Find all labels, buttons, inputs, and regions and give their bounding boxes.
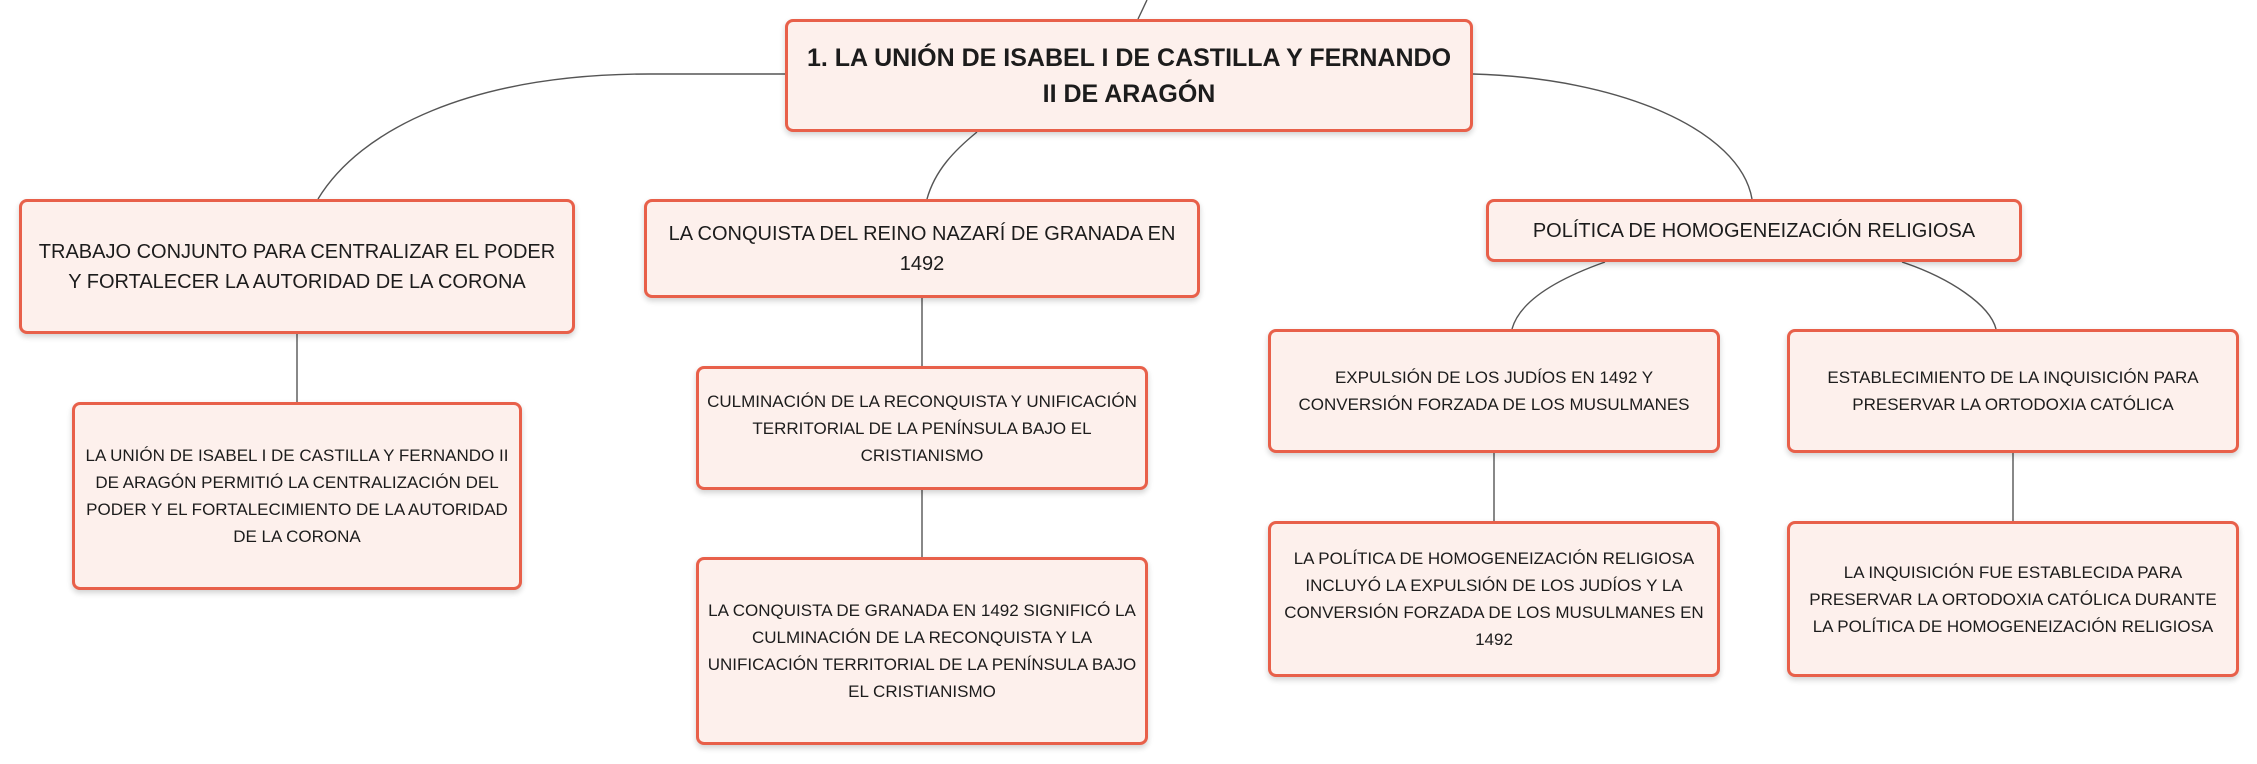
subnode-label: CULMINACIÓN DE LA RECONQUISTA Y UNIFICACIÓN TERRITORIAL DE LA PENÍNSULA BAJO EL CRISTIANISMO: [707, 391, 1137, 465]
subnode-inquisicion[interactable]: [1787, 329, 2239, 453]
leaf-node-label: LA UNIÓN DE ISABEL I DE CASTILLA Y FERNANDO II DE ARAGÓN PERMITIÓ LA CENTRALIZACIÓN DEL PODER Y EL FORTALECIMIENTO DE LA AUTORIDAD DE LA CORONA: [85, 446, 509, 546]
connector-root-to-branch-b: [927, 132, 977, 199]
connector-branch-c-to-c2: [1902, 262, 1996, 329]
leaf-node-conquista-granada[interactable]: [696, 557, 1148, 745]
root-node-label: 1. LA UNIÓN DE ISABEL I DE CASTILLA Y FERNANDO II DE ARAGÓN: [806, 43, 1452, 108]
subnode-label: ESTABLECIMIENTO DE LA INQUISICIÓN PARA PRESERVAR LA ORTODOXIA CATÓLICA: [1827, 368, 2199, 414]
branch-node-label: LA CONQUISTA DEL REINO NAZARÍ DE GRANADA EN 1492: [668, 222, 1176, 275]
connector-parent-to-root: [1138, 0, 1147, 19]
leaf-node-inquisicion-establecida[interactable]: [1787, 521, 2239, 677]
connector-root-to-branch-c: [1473, 74, 1752, 199]
subnode-culminacion-reconquista[interactable]: [696, 366, 1148, 490]
leaf-node-label: LA CONQUISTA DE GRANADA EN 1492 SIGNIFICÓ LA CULMINACIÓN DE LA RECONQUISTA Y LA UNIFICACIÓN TERRITORIAL DE LA PENÍNSULA BAJO EL CRISTIANISMO: [707, 601, 1137, 701]
branch-node-label: TRABAJO CONJUNTO PARA CENTRALIZAR EL PODER Y FORTALECER LA AUTORIDAD DE LA CORONA: [38, 240, 556, 293]
branch-node-homogeneizacion-religiosa[interactable]: [1486, 199, 2022, 262]
branch-node-conquista-granada[interactable]: [644, 199, 1200, 298]
branch-node-centralizar-poder[interactable]: [19, 199, 575, 334]
connector-branch-c-to-c1: [1512, 262, 1605, 329]
leaf-node-label: LA POLÍTICA DE HOMOGENEIZACIÓN RELIGIOSA INCLUYÓ LA EXPULSIÓN DE LOS JUDÍOS Y LA CONVERSIÓN FORZADA DE LOS MUSULMANES EN 1492: [1284, 549, 1704, 649]
subnode-expulsion-judios[interactable]: [1268, 329, 1720, 453]
root-node[interactable]: [785, 19, 1473, 132]
branch-node-label: POLÍTICA DE HOMOGENEIZACIÓN RELIGIOSA: [1532, 219, 1976, 242]
connector-root-to-branch-a: [318, 74, 785, 199]
subnode-label: EXPULSIÓN DE LOS JUDÍOS EN 1492 Y CONVERSIÓN FORZADA DE LOS MUSULMANES: [1298, 368, 1690, 414]
leaf-node-centralizacion[interactable]: [72, 402, 522, 590]
leaf-node-label: LA INQUISICIÓN FUE ESTABLECIDA PARA PRESERVAR LA ORTODOXIA CATÓLICA DURANTE LA POLÍTICA DE HOMOGENEIZACIÓN RELIGIOSA: [1809, 562, 2217, 636]
leaf-node-politica-homogeneizacion[interactable]: [1268, 521, 1720, 677]
